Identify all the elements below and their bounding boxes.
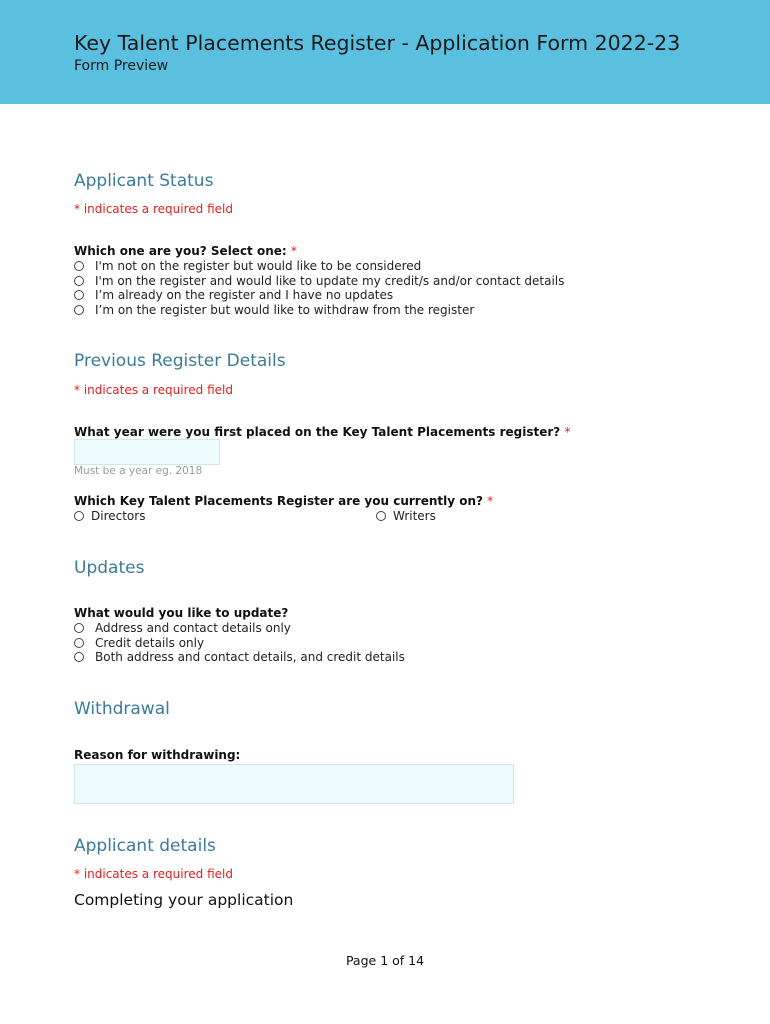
first-year-hint: Must be a year eg. 2018	[74, 465, 203, 477]
page-number: Page 1 of 14	[345, 953, 425, 968]
radio-button[interactable]	[74, 623, 84, 633]
completing-application-heading: Completing your application	[74, 891, 294, 909]
radio-button[interactable]	[376, 511, 386, 521]
radio-option[interactable]	[74, 303, 564, 318]
radio-button[interactable]	[74, 261, 84, 271]
required-star: *	[564, 425, 571, 439]
question-updates: What would you like to update?	[74, 606, 289, 620]
first-year-input[interactable]	[74, 439, 220, 465]
radio-option[interactable]	[74, 621, 405, 636]
option-label: I’m already on the register and I have no updates	[95, 288, 394, 303]
option-label: Both address and contact details, and credit details	[95, 650, 405, 665]
question-label: Which Key Talent Placements Register are you currently on?	[74, 494, 483, 508]
section-heading-applicant-status: Applicant Status	[74, 171, 214, 191]
section-heading-applicant-details: Applicant details	[74, 836, 216, 856]
radio-option[interactable]	[74, 259, 564, 274]
question-current-register	[74, 494, 493, 508]
required-note: * indicates a required field	[74, 867, 233, 881]
question-first-year	[74, 425, 570, 439]
question-withdrawal: Reason for withdrawing:	[74, 748, 241, 762]
question-label: Which one are you? Select one:	[74, 244, 287, 258]
required-star: *	[487, 494, 494, 508]
radio-option[interactable]	[74, 274, 564, 289]
form-subtitle: Form Preview	[74, 58, 169, 74]
section-heading-previous-register: Previous Register Details	[74, 351, 286, 371]
radio-option-directors[interactable]	[74, 509, 145, 524]
radio-button[interactable]	[74, 276, 84, 286]
radio-option[interactable]	[74, 288, 564, 303]
question-applicant-status	[74, 244, 297, 258]
section-heading-updates: Updates	[74, 558, 145, 578]
required-note: * indicates a required field	[74, 383, 233, 397]
radio-button[interactable]	[74, 638, 84, 648]
radio-option[interactable]	[74, 650, 405, 665]
withdrawal-reason-textarea[interactable]	[74, 764, 514, 804]
required-star: *	[290, 244, 297, 258]
option-label: Credit details only	[95, 635, 205, 650]
option-label: Address and contact details only	[95, 621, 291, 635]
option-label: Directors	[91, 509, 146, 523]
applicant-status-options	[74, 259, 564, 318]
option-label: I’m on the register but would like to withdraw from the register	[95, 303, 475, 318]
required-note: * indicates a required field	[74, 202, 233, 216]
radio-button[interactable]	[74, 290, 84, 300]
updates-options	[74, 621, 405, 665]
option-label: I'm not on the register but would like to be considered	[95, 259, 422, 273]
radio-button[interactable]	[74, 305, 84, 315]
page-header	[0, 0, 770, 104]
radio-option[interactable]	[74, 636, 405, 651]
option-label: I'm on the register and would like to update my credit/s and/or contact details	[95, 273, 565, 288]
radio-button[interactable]	[74, 652, 84, 662]
section-heading-withdrawal: Withdrawal	[74, 699, 170, 719]
question-label: What year were you first placed on the Key Talent Placements register?	[74, 425, 561, 439]
radio-option-writers[interactable]	[376, 509, 436, 524]
radio-button[interactable]	[74, 511, 84, 521]
option-label: Writers	[393, 509, 436, 523]
form-title: Key Talent Placements Register - Application Form 2022-23	[74, 31, 681, 55]
